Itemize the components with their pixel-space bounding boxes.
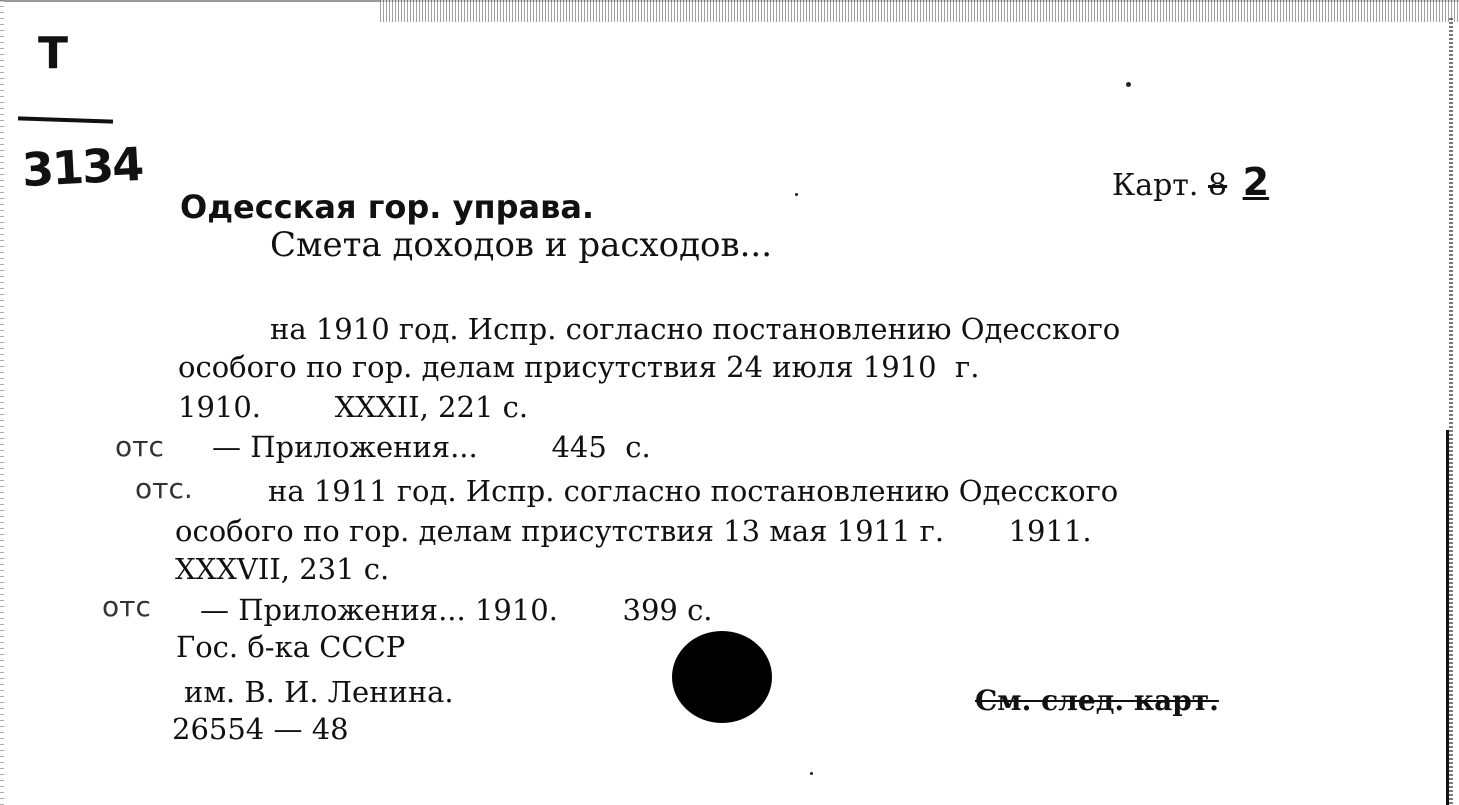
card-label: Карт. [1112,168,1199,203]
margin-mark: отс [102,590,151,623]
card-new-number: 2 [1242,160,1270,204]
entry-line: XXXVII, 231 с. [175,552,390,586]
entry-line: особого по гор. делам присутствия 24 июля 1910 г. [178,350,980,384]
library-line: им. В. И. Ленина. [184,675,454,709]
left-edge-scan-noise [0,0,4,805]
subtitle: Смета доходов и расходов... [270,225,773,265]
card-old-number: 8 [1208,168,1228,203]
speck [795,193,798,196]
speck [810,772,813,775]
library-line: Гос. б-ка СССР [176,630,406,664]
punch-hole [672,631,772,723]
entry-line: на 1910 год. Испр. согласно постановлению Одесского [270,312,1121,346]
entry-line: — Приложения... 445 с. [212,430,651,464]
speck [1126,82,1131,87]
right-edge-border [1446,430,1449,805]
card-number [1112,160,1269,204]
entry-line: — Приложения... 1910. 399 с. [200,593,713,627]
heading: Одесская гор. управа. [180,188,595,226]
library-line: 26554 — 48 [172,712,349,746]
call-number-divider [18,116,113,123]
entry-line: на 1911 год. Испр. согласно постановлению Одесского [268,474,1119,508]
call-number-top: Т [38,28,69,79]
top-edge-scan-noise [380,0,1459,22]
call-number: 3134 [20,136,144,198]
right-edge-scan-noise [1449,18,1453,805]
entry-line: 1910. XXXII, 221 с. [178,390,529,424]
margin-mark: отс [115,430,164,463]
entry-line: особого по гор. делам присутствия 13 мая 1911 г. 1911. [175,514,1092,548]
see-next-card: См. след. карт. [975,684,1219,717]
margin-mark: отс. [135,472,193,505]
